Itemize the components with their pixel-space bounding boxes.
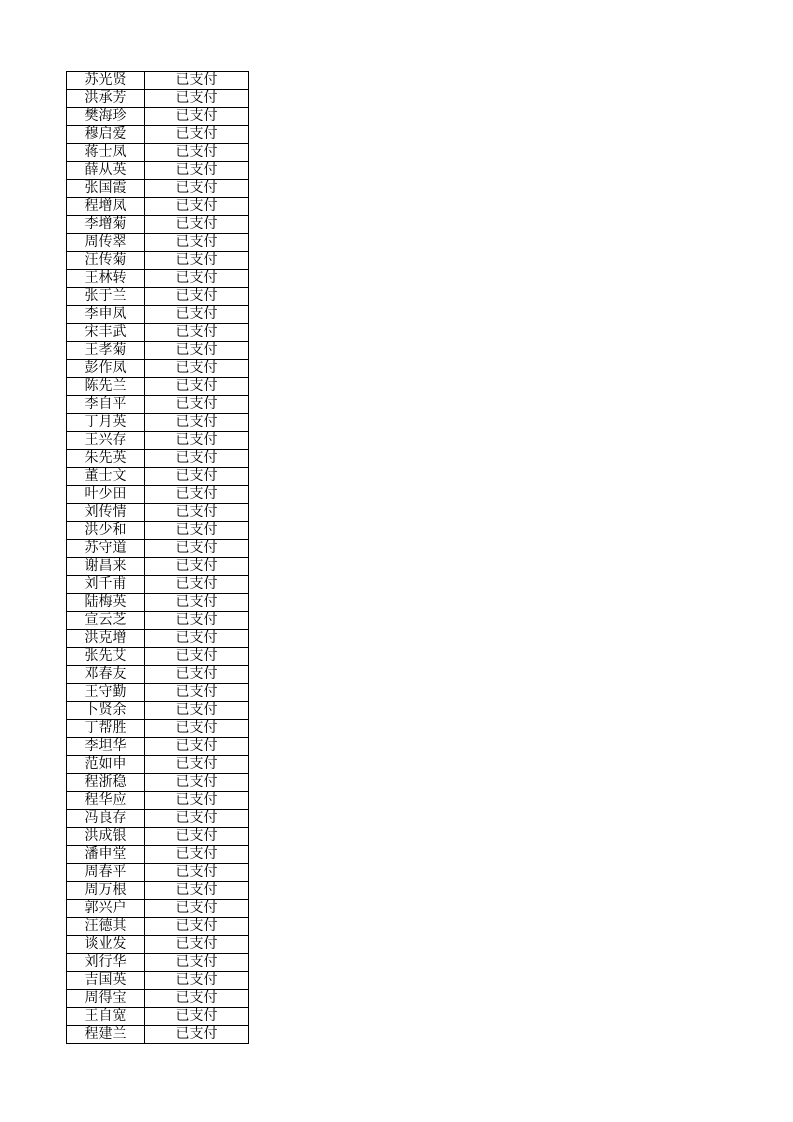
table-row (67, 828, 249, 846)
payment-table-body (67, 72, 249, 1044)
name-cell: 周得宝 (67, 990, 145, 1008)
payment-status-cell: 已支付 (145, 702, 249, 720)
name-cell: 洪承芳 (67, 90, 145, 108)
name-cell: 苏光贤 (67, 72, 145, 90)
payment-status-cell: 已支付 (145, 414, 249, 432)
name-cell: 汪传菊 (67, 252, 145, 270)
name-cell: 陈先兰 (67, 378, 145, 396)
table-row (67, 234, 249, 252)
name-cell: 王林转 (67, 270, 145, 288)
name-cell: 周春平 (67, 864, 145, 882)
name-cell: 程增凤 (67, 198, 145, 216)
payment-status-cell: 已支付 (145, 666, 249, 684)
table-row (67, 270, 249, 288)
name-cell: 郭兴户 (67, 900, 145, 918)
name-cell: 丁帮胜 (67, 720, 145, 738)
table-row (67, 540, 249, 558)
payment-status-cell: 已支付 (145, 360, 249, 378)
table-row (67, 180, 249, 198)
payment-status-cell: 已支付 (145, 756, 249, 774)
table-row (67, 252, 249, 270)
name-cell: 张于兰 (67, 288, 145, 306)
table-row (67, 1026, 249, 1044)
payment-status-cell: 已支付 (145, 180, 249, 198)
name-cell: 穆启爱 (67, 126, 145, 144)
payment-status-cell: 已支付 (145, 900, 249, 918)
payment-status-cell: 已支付 (145, 126, 249, 144)
table-row (67, 864, 249, 882)
table-row (67, 576, 249, 594)
table-row (67, 918, 249, 936)
table-row (67, 306, 249, 324)
payment-status-cell: 已支付 (145, 630, 249, 648)
table-row (67, 504, 249, 522)
payment-status-cell: 已支付 (145, 324, 249, 342)
payment-status-cell: 已支付 (145, 108, 249, 126)
table-row (67, 882, 249, 900)
name-cell: 汪德其 (67, 918, 145, 936)
payment-status-cell: 已支付 (145, 90, 249, 108)
name-cell: 刘传情 (67, 504, 145, 522)
table-row (67, 990, 249, 1008)
table-row (67, 774, 249, 792)
payment-status-cell: 已支付 (145, 1026, 249, 1044)
payment-status-cell: 已支付 (145, 216, 249, 234)
table-row (67, 198, 249, 216)
table-row (67, 810, 249, 828)
table-row (67, 108, 249, 126)
table-row (67, 630, 249, 648)
payment-status-cell: 已支付 (145, 468, 249, 486)
name-cell: 周万根 (67, 882, 145, 900)
table-row (67, 432, 249, 450)
name-cell: 张先艾 (67, 648, 145, 666)
name-cell: 张国霞 (67, 180, 145, 198)
name-cell: 洪成银 (67, 828, 145, 846)
name-cell: 周传翠 (67, 234, 145, 252)
table-row (67, 414, 249, 432)
payment-status-cell: 已支付 (145, 342, 249, 360)
name-cell: 洪少和 (67, 522, 145, 540)
name-cell: 丁月英 (67, 414, 145, 432)
payment-status-cell: 已支付 (145, 396, 249, 414)
payment-status-cell: 已支付 (145, 990, 249, 1008)
payment-status-cell: 已支付 (145, 864, 249, 882)
table-row (67, 450, 249, 468)
table-row (67, 396, 249, 414)
name-cell: 刘千甫 (67, 576, 145, 594)
name-cell: 冯良存 (67, 810, 145, 828)
payment-status-cell: 已支付 (145, 936, 249, 954)
table-row (67, 378, 249, 396)
table-row (67, 648, 249, 666)
payment-status-cell: 已支付 (145, 774, 249, 792)
name-cell: 谢昌来 (67, 558, 145, 576)
name-cell: 薛从英 (67, 162, 145, 180)
payment-status-cell: 已支付 (145, 1008, 249, 1026)
table-row (67, 702, 249, 720)
name-cell: 樊海珍 (67, 108, 145, 126)
payment-status-cell: 已支付 (145, 522, 249, 540)
payment-status-cell: 已支付 (145, 918, 249, 936)
payment-status-cell: 已支付 (145, 288, 249, 306)
name-cell: 谈业发 (67, 936, 145, 954)
name-cell: 卜贤余 (67, 702, 145, 720)
payment-status-cell: 已支付 (145, 198, 249, 216)
name-cell: 邓春友 (67, 666, 145, 684)
payment-status-cell: 已支付 (145, 792, 249, 810)
table-row (67, 360, 249, 378)
name-cell: 蒋士凤 (67, 144, 145, 162)
table-row (67, 288, 249, 306)
table-row (67, 720, 249, 738)
name-cell: 彭作凤 (67, 360, 145, 378)
table-row (67, 90, 249, 108)
payment-status-cell: 已支付 (145, 252, 249, 270)
name-cell: 程华应 (67, 792, 145, 810)
table-row (67, 756, 249, 774)
payment-status-cell: 已支付 (145, 270, 249, 288)
payment-status-cell: 已支付 (145, 594, 249, 612)
payment-status-cell: 已支付 (145, 738, 249, 756)
payment-status-cell: 已支付 (145, 162, 249, 180)
table-row (67, 954, 249, 972)
name-cell: 宣云芝 (67, 612, 145, 630)
payment-status-cell: 已支付 (145, 450, 249, 468)
payment-status-cell: 已支付 (145, 612, 249, 630)
name-cell: 李坦华 (67, 738, 145, 756)
payment-status-cell: 已支付 (145, 882, 249, 900)
payment-status-cell: 已支付 (145, 720, 249, 738)
table-row (67, 468, 249, 486)
table-row (67, 684, 249, 702)
table-row (67, 666, 249, 684)
table-row (67, 162, 249, 180)
name-cell: 李自平 (67, 396, 145, 414)
name-cell: 王兴存 (67, 432, 145, 450)
payment-status-cell: 已支付 (145, 558, 249, 576)
table-row (67, 216, 249, 234)
payment-status-cell: 已支付 (145, 144, 249, 162)
name-cell: 宋丰武 (67, 324, 145, 342)
table-row (67, 342, 249, 360)
payment-status-cell: 已支付 (145, 234, 249, 252)
payment-status-cell: 已支付 (145, 648, 249, 666)
name-cell: 陆梅英 (67, 594, 145, 612)
name-cell: 程浙稳 (67, 774, 145, 792)
name-cell: 刘行华 (67, 954, 145, 972)
table-row (67, 1008, 249, 1026)
table-row (67, 486, 249, 504)
table-row (67, 612, 249, 630)
table-row (67, 972, 249, 990)
table-row (67, 558, 249, 576)
table-row (67, 594, 249, 612)
name-cell: 苏守道 (67, 540, 145, 558)
name-cell: 朱先英 (67, 450, 145, 468)
payment-status-cell: 已支付 (145, 972, 249, 990)
name-cell: 洪克增 (67, 630, 145, 648)
payment-status-cell: 已支付 (145, 306, 249, 324)
table-row (67, 144, 249, 162)
table-row (67, 72, 249, 90)
name-cell: 李申凤 (67, 306, 145, 324)
payment-status-cell: 已支付 (145, 378, 249, 396)
payment-status-cell: 已支付 (145, 540, 249, 558)
payment-status-cell: 已支付 (145, 576, 249, 594)
payment-status-cell: 已支付 (145, 432, 249, 450)
name-cell: 潘申堂 (67, 846, 145, 864)
table-row (67, 738, 249, 756)
name-cell: 王自宽 (67, 1008, 145, 1026)
table-row (67, 792, 249, 810)
payment-status-cell: 已支付 (145, 504, 249, 522)
table-row (67, 522, 249, 540)
payment-table (66, 71, 249, 1044)
payment-status-cell: 已支付 (145, 828, 249, 846)
table-row (67, 846, 249, 864)
name-cell: 程建兰 (67, 1026, 145, 1044)
payment-status-cell: 已支付 (145, 810, 249, 828)
name-cell: 叶少田 (67, 486, 145, 504)
payment-status-cell: 已支付 (145, 846, 249, 864)
payment-status-cell: 已支付 (145, 72, 249, 90)
name-cell: 李增菊 (67, 216, 145, 234)
name-cell: 吉国英 (67, 972, 145, 990)
name-cell: 王守勤 (67, 684, 145, 702)
name-cell: 董士文 (67, 468, 145, 486)
table-row (67, 900, 249, 918)
name-cell: 王孝菊 (67, 342, 145, 360)
name-cell: 范如申 (67, 756, 145, 774)
table-row (67, 324, 249, 342)
table-row (67, 126, 249, 144)
payment-status-cell: 已支付 (145, 954, 249, 972)
payment-status-cell: 已支付 (145, 684, 249, 702)
table-row (67, 936, 249, 954)
payment-status-cell: 已支付 (145, 486, 249, 504)
